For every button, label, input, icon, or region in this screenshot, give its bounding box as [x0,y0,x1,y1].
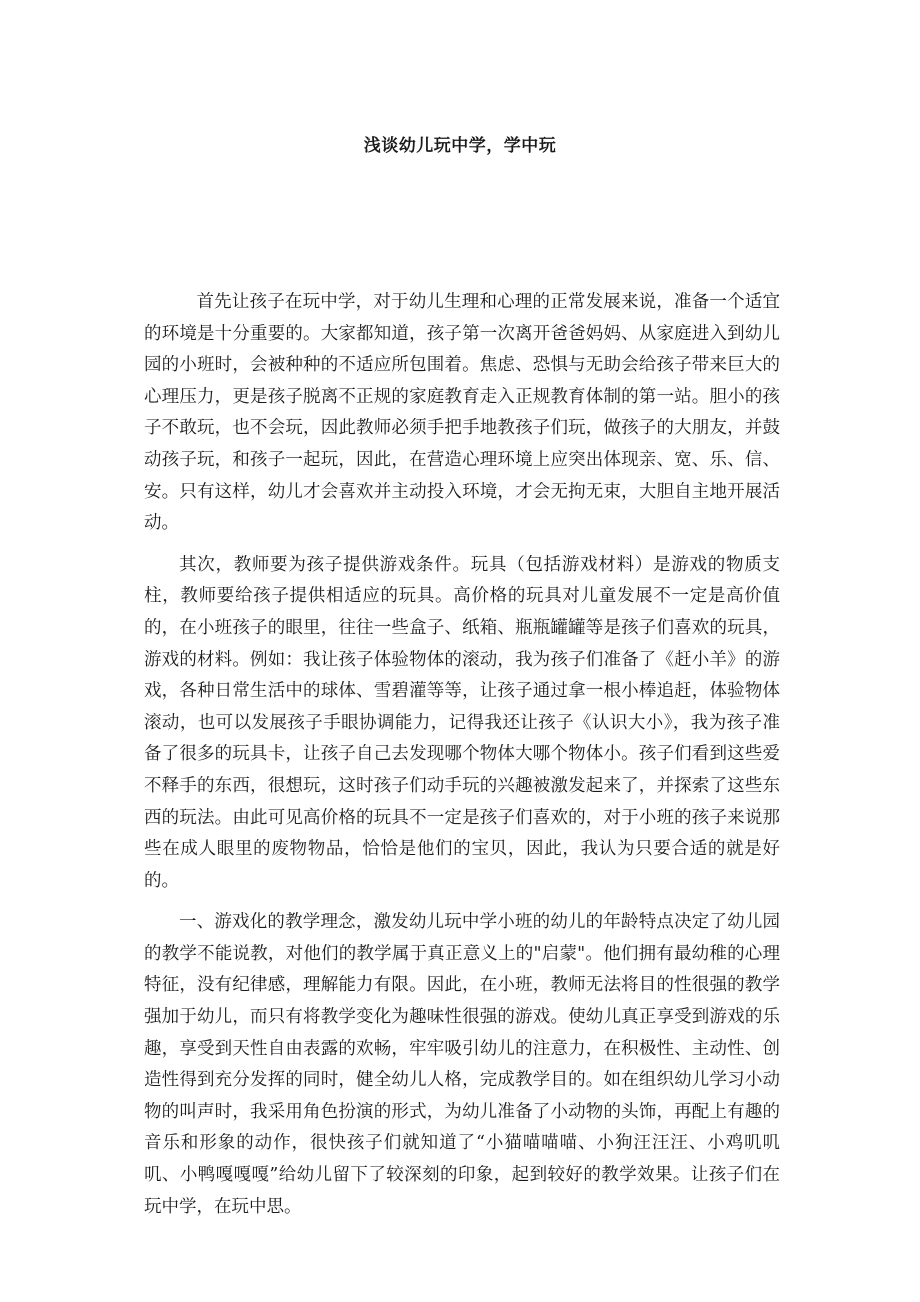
paragraph-1: 首先让孩子在玩中学，对于幼儿生理和心理的正常发展来说，准备一个适宜的环境是十分重要的。大家都知道，孩子第一次离开爸爸妈妈、从家庭进入到幼儿园的小班时，会被种种的不适应所包围着。焦虑、恐惧与无助会给孩子带来巨大的心理压力，更是孩子脱离不正规的家庭教育走入正规教育体制的第一站。胆小的孩子不敢玩，也不会玩，因此教师必须手把手地教孩子们玩，做孩子的大朋友，并鼓动孩子玩，和孩子一起玩，因此，在营造心理环境上应突出体现亲、宽、乐、信、安。只有这样，幼儿才会喜欢并主动投入环境，才会无拘无束，大胆自主地开展活动。 [144,292,780,534]
paragraph-2: 其次，教师要为孩子提供游戏条件。玩具（包括游戏材料）是游戏的物质支柱，教师要给孩子提供相适应的玩具。高价格的玩具对儿童发展不一定是高价值的，在小班孩子的眼里，往往一些盒子、纸箱、瓶瓶罐罐等是孩子们喜欢的玩具，游戏的材料。例如：我让孩子体验物体的滚动，我为孩子们准备了《赶小羊》的游戏，各种日常生活中的球体、雪碧灌等等，让孩子通过拿一根小棒追赶，体验物体滚动，也可以发展孩子手眼协调能力，记得我还让孩子《认识大小》，我为孩子准备了很多的玩具卡，让孩子自己去发现哪个物体大哪个物体小。孩子们看到这些爱不释手的东西，很想玩，这时孩子们动手玩的兴趣被激发起来了，并探索了这些东西的玩法。由此可见高价格的玩具不一定是孩子们喜欢的，对于小班的孩子来说那些在成人眼里的废物物品，恰恰是他们的宝贝，因此，我认为只要合适的就是好的。 [144,554,780,891]
document-title: 浅谈幼儿玩中学，学中玩 [363,136,557,157]
paragraph-3: 一、游戏化的教学理念，激发幼儿玩中学小班的幼儿的年龄特点决定了幼儿园的教学不能说教，对他们的教学属于真正意义上的"启蒙"。他们拥有最幼稚的心理特征，没有纪律感，理解能力有限。因此，在小班，教师无法将目的性很强的教学强加于幼儿，而只有将教学变化为趣味性很强的游戏。使幼儿真正享受到游戏的乐趣，享受到天性自由表露的欢畅，牢牢吸引幼儿的注意力，在积极性、主动性、创造性得到充分发挥的同时，健全幼儿人格，完成教学目的。如在组织幼儿学习小动物的叫声时，我采用角色扮演的形式，为幼儿准备了小动物的头饰，再配上有趣的音乐和形象的动作，很快孩子们就知道了“小猫喵喵喵、小狗汪汪汪、小鸡叽叽叽、小鸭嘎嘎嘎”给幼儿留下了较深刻的印象，起到较好的教学效果。让孩子们在玩中学，在玩中思。 [144,912,780,1217]
document-body [144,287,780,1233]
